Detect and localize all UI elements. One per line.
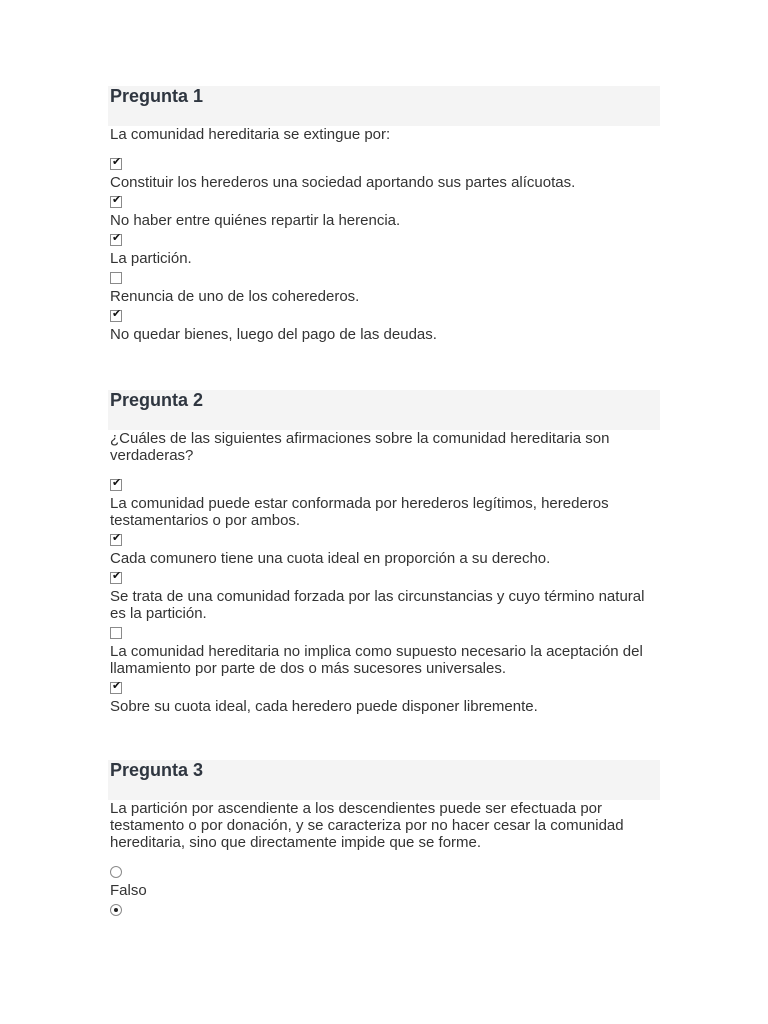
q2-option-4-label: La comunidad hereditaria no implica como supuesto necesario la aceptación del llamamiento por parte de dos o más sucesores universales.: [110, 643, 643, 677]
checkbox[interactable]: [110, 272, 122, 284]
question-2-options: [108, 476, 660, 715]
question-2-title: Pregunta 2: [110, 390, 204, 410]
checkmark-icon: ✔: [112, 155, 122, 168]
q2-option-4[interactable]: [108, 627, 660, 677]
radio-selected-dot: [114, 908, 118, 912]
radio-button[interactable]: [110, 866, 122, 878]
q2-option-1[interactable]: [108, 476, 660, 529]
question-1-header: [108, 86, 660, 126]
checkbox[interactable]: [110, 307, 122, 322]
q1-option-1[interactable]: [108, 155, 660, 191]
question-3: [108, 760, 660, 916]
q3-option-1[interactable]: [108, 866, 660, 899]
q2-option-2[interactable]: [108, 531, 660, 567]
q3-option-2[interactable]: [108, 904, 660, 916]
q1-option-4[interactable]: [108, 272, 660, 305]
checkbox[interactable]: [110, 193, 122, 208]
question-2: [108, 390, 660, 715]
question-1-text: La comunidad hereditaria se extingue por:: [110, 126, 391, 143]
checkmark-icon: ✔: [112, 531, 122, 544]
q3-option-1-label: Falso: [110, 882, 147, 899]
question-2-header: [108, 390, 660, 430]
q1-option-5-label: No quedar bienes, luego del pago de las deudas.: [110, 326, 437, 343]
checkbox[interactable]: [110, 231, 122, 246]
checkbox[interactable]: [110, 679, 122, 694]
question-3-options: [108, 866, 660, 916]
question-3-title: Pregunta 3: [110, 760, 204, 780]
question-3-header: [108, 760, 660, 800]
q1-option-2[interactable]: [108, 193, 660, 229]
q1-option-4-label: Renuncia de uno de los coherederos.: [110, 288, 360, 305]
q2-option-5[interactable]: [108, 679, 660, 715]
radio-button[interactable]: [110, 904, 122, 916]
q1-option-2-label: No haber entre quiénes repartir la herencia.: [110, 212, 401, 229]
q2-option-1-label: La comunidad puede estar conformada por herederos legítimos, herederos testamentarios o por ambos.: [110, 495, 609, 529]
q2-option-3-label: Se trata de una comunidad forzada por las circunstancias y cuyo término natural es la partición.: [110, 588, 645, 622]
q1-option-3[interactable]: [108, 231, 660, 267]
question-1-title: Pregunta 1: [110, 86, 204, 106]
checkmark-icon: ✔: [112, 193, 122, 206]
q1-option-5[interactable]: [108, 307, 660, 343]
question-1: [108, 86, 660, 343]
checkmark-icon: ✔: [112, 569, 122, 582]
checkmark-icon: ✔: [112, 231, 122, 244]
checkbox[interactable]: [110, 569, 122, 584]
q2-option-3[interactable]: [108, 569, 660, 622]
checkbox[interactable]: [110, 531, 122, 546]
checkbox[interactable]: [110, 155, 122, 170]
q2-option-2-label: Cada comunero tiene una cuota ideal en proporción a su derecho.: [110, 550, 551, 567]
checkmark-icon: ✔: [112, 476, 122, 489]
checkbox[interactable]: [110, 476, 122, 491]
question-2-text: ¿Cuáles de las siguientes afirmaciones sobre la comunidad hereditaria son verdaderas?: [110, 430, 610, 464]
q1-option-1-label: Constituir los herederos una sociedad aportando sus partes alícuotas.: [110, 174, 576, 191]
checkmark-icon: ✔: [112, 307, 122, 320]
q1-option-3-label: La partición.: [110, 250, 192, 267]
question-3-text: La partición por ascendiente a los descendientes puede ser efectuada por testamento o por donación, y se caracteriza por no hacer cesar la comunidad hereditaria, sino que directamente impide que se forme.: [110, 800, 624, 851]
checkbox[interactable]: [110, 627, 122, 639]
question-1-options: [108, 155, 660, 343]
q2-option-5-label: Sobre su cuota ideal, cada heredero puede disponer libremente.: [110, 698, 538, 715]
checkmark-icon: ✔: [112, 679, 122, 692]
